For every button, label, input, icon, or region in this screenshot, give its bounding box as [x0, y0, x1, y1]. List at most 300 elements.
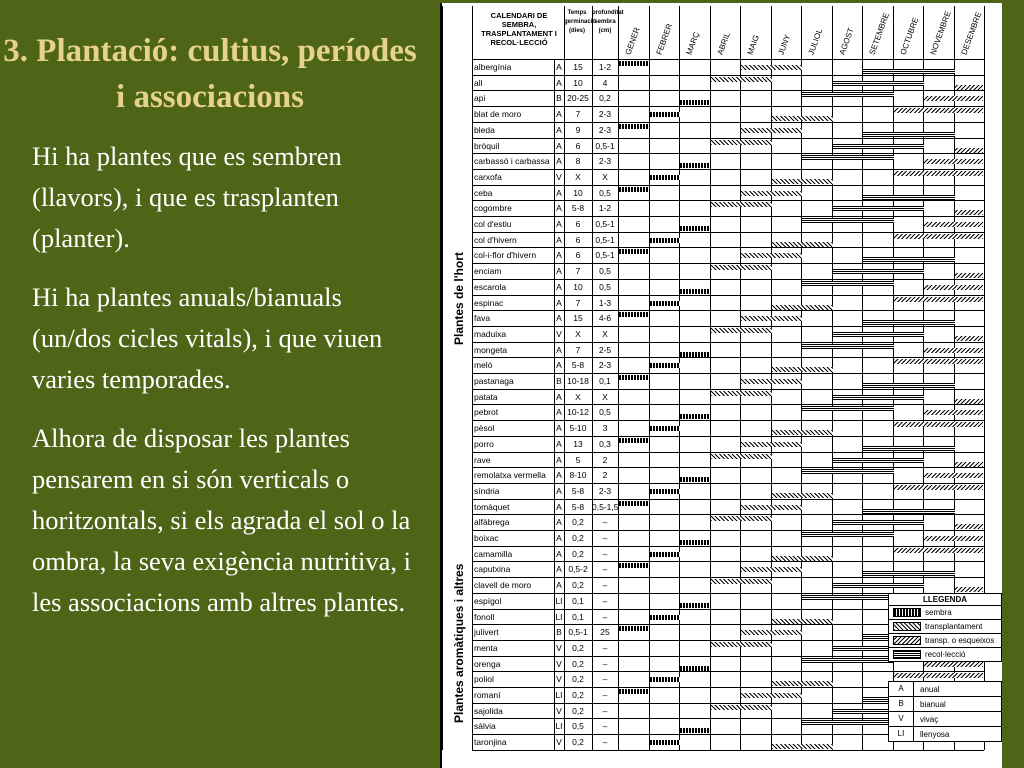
schedule-bar: [680, 414, 711, 419]
schedule-bar: [894, 234, 984, 239]
schedule-bar: [772, 744, 833, 749]
table-cell: enciam: [474, 266, 502, 277]
table-cell: X: [602, 391, 608, 402]
life-code: B: [889, 697, 914, 711]
row-line: [472, 750, 984, 751]
table-cell: bròquil: [474, 140, 500, 151]
schedule-bar: [741, 693, 802, 698]
row-line: [472, 404, 984, 405]
row-line: [472, 153, 984, 154]
table-cell: A: [556, 140, 562, 151]
table-cell: 0,2: [572, 533, 584, 543]
table-cell: 0,1: [599, 376, 611, 386]
month-label: NOVEMBRE: [928, 9, 953, 56]
table-cell: 0,5-1: [595, 219, 615, 229]
table-cell: 7: [575, 297, 581, 308]
table-cell: V: [556, 737, 562, 748]
row-line: [472, 530, 984, 531]
table-cell: B: [556, 627, 562, 638]
schedule-bar: [894, 171, 984, 176]
table-cell: 0,2: [572, 517, 584, 528]
schedule-bar: [955, 273, 984, 278]
month-label: OCTUBRE: [898, 16, 920, 56]
table-cell: V: [556, 658, 562, 669]
table-cell: porro: [474, 438, 494, 449]
schedule-bar: [711, 202, 772, 207]
life-label: bianual: [920, 699, 946, 709]
table-cell: A: [556, 124, 562, 135]
schedule-bar: [802, 218, 894, 223]
schedule-bar: [924, 222, 983, 227]
row-line: [472, 357, 984, 358]
table-cell: LI: [555, 690, 563, 700]
table-cell: A: [556, 501, 562, 512]
table-cell: A: [556, 533, 562, 543]
table-cell: boixac: [474, 533, 499, 543]
table-cell: –: [602, 611, 608, 622]
schedule-bar: [650, 301, 681, 306]
table-cell: cogombre: [474, 203, 512, 214]
row-line: [472, 216, 984, 217]
schedule-bar: [863, 571, 955, 576]
schedule-bar: [741, 253, 802, 258]
table-cell: 8-10: [569, 470, 587, 481]
table-cell: A: [556, 234, 562, 245]
table-cell: 0,2: [572, 737, 584, 748]
schedule-bar: [619, 61, 650, 66]
grid-line: [472, 6, 473, 750]
table-cell: col d'hivern: [474, 234, 517, 245]
table-cell: 6: [575, 250, 581, 261]
schedule-bar: [619, 563, 650, 568]
slide-body: [32, 136, 422, 641]
table-cell: 0,5: [572, 721, 584, 732]
table-cell: romaní: [474, 690, 501, 700]
row-line: [472, 561, 984, 562]
schedule-bar: [802, 532, 894, 537]
schedule-bar: [924, 536, 983, 541]
table-cell: ceba: [474, 187, 493, 198]
table-cell: camamilla: [474, 548, 513, 559]
schedule-bar: [863, 509, 955, 514]
table-cell: 10: [573, 77, 583, 88]
table-cell: A: [556, 250, 562, 261]
table-cell: 15: [573, 62, 583, 72]
table-cell: A: [556, 344, 562, 355]
schedule-bar: [955, 524, 984, 529]
table-cell: clavell de moro: [474, 580, 532, 591]
slide-title: 3. Plantació: cultius, períodes i associacions: [3, 33, 417, 115]
month-label: FEBRER: [654, 22, 674, 56]
table-cell: A: [556, 156, 562, 167]
schedule-bar: [619, 438, 650, 443]
table-cell: A: [556, 109, 562, 120]
schedule-bar: [650, 426, 681, 431]
table-cell: 4: [602, 77, 608, 88]
schedule-bar: [650, 489, 681, 494]
month-label: SETEMBRE: [867, 11, 892, 56]
schedule-bar: [924, 473, 983, 478]
schedule-bar: [772, 619, 833, 624]
schedule-bar: [894, 485, 984, 490]
schedule-bar: [833, 583, 925, 588]
table-cell: B: [556, 376, 562, 386]
row-line: [472, 185, 984, 186]
table-cell: 0,5-1: [595, 250, 615, 261]
schedule-bar: [955, 85, 984, 90]
schedule-bar: [619, 375, 650, 380]
schedule-bar: [924, 159, 983, 164]
row-line: [472, 310, 984, 311]
row-line: [472, 295, 984, 296]
table-cell: A: [556, 407, 562, 418]
table-cell: 6: [575, 140, 581, 151]
grid-line: [679, 6, 680, 750]
legend-item: sembra: [925, 608, 952, 617]
table-cell: 0,2: [572, 658, 584, 669]
schedule-bar: [863, 69, 955, 74]
schedule-bar: [619, 249, 650, 254]
schedule-bar: [955, 210, 984, 215]
schedule-bar: [833, 395, 925, 400]
table-cell: 10: [573, 187, 583, 198]
table-cell: 8: [575, 156, 581, 167]
table-cell: bleda: [474, 124, 495, 135]
table-cell: 10-18: [567, 376, 589, 386]
schedule-bar: [650, 363, 681, 368]
table-cell: 0,5-1,5: [592, 501, 618, 512]
row-line: [472, 200, 984, 201]
table-cell: –: [602, 690, 608, 700]
schedule-bar: [863, 320, 955, 325]
legend-item: recol·lecció: [925, 650, 966, 659]
schedule-bar: [741, 128, 802, 133]
sembra-swatch: [893, 608, 921, 617]
row-line: [472, 326, 984, 327]
table-cell: albergínia: [474, 62, 512, 72]
schedule-bar: [619, 501, 650, 506]
schedule-bar: [619, 312, 650, 317]
row-line: [472, 122, 984, 123]
schedule-bar: [955, 336, 984, 341]
row-line: [472, 420, 984, 421]
schedule-bar: [772, 116, 833, 121]
schedule-bar: [833, 144, 925, 149]
table-cell: V: [556, 705, 562, 716]
schedule-bar: [863, 195, 955, 200]
table-cell: 2: [602, 454, 608, 465]
table-cell: 0,2: [572, 674, 584, 685]
table-cell: 5-8: [571, 203, 585, 214]
schedule-bar: [650, 238, 681, 243]
table-cell: LI: [555, 595, 563, 606]
calendar-header: CALENDARI DE SEMBRA, TRASPLANTAMENT I RECOL·LECCIÓ: [481, 11, 557, 47]
table-cell: A: [556, 281, 562, 292]
row-line: [472, 342, 984, 343]
table-cell: menta: [474, 642, 498, 653]
table-cell: alfàbrega: [474, 517, 510, 528]
table-cell: X: [575, 171, 581, 182]
month-label: MARÇ: [684, 30, 702, 56]
schedule-bar: [955, 399, 984, 404]
schedule-bar: [894, 359, 984, 364]
schedule-bar: [711, 77, 772, 82]
table-cell: 3: [602, 423, 608, 434]
schedule-bar: [955, 148, 984, 153]
schedule-bar: [802, 720, 894, 725]
schedule-bar: [680, 603, 711, 608]
table-cell: 0,5-1: [568, 627, 588, 638]
table-cell: V: [556, 642, 562, 653]
life-code: LI: [889, 727, 914, 741]
schedule-bar: [833, 458, 925, 463]
life-code: V: [889, 712, 914, 726]
legend-title: LLEGENDA: [889, 594, 1001, 606]
legend-item: transplantament: [925, 622, 983, 631]
table-cell: X: [602, 328, 608, 339]
row-line: [472, 247, 984, 248]
schedule-bar: [955, 587, 984, 592]
row-line: [472, 452, 984, 453]
table-cell: 0,2: [572, 705, 584, 716]
schedule-bar: [711, 516, 772, 521]
life-cycle-legend: [888, 681, 1002, 742]
table-cell: X: [575, 391, 581, 402]
schedule-bar: [741, 316, 802, 321]
table-cell: A: [556, 454, 562, 465]
schedule-bar: [711, 642, 772, 647]
table-cell: –: [602, 595, 608, 606]
table-cell: 0,2: [572, 580, 584, 591]
row-line: [472, 90, 984, 91]
row-line: [472, 514, 984, 515]
table-cell: A: [556, 517, 562, 528]
table-cell: 5-8: [571, 360, 585, 371]
table-cell: V: [556, 328, 562, 339]
table-cell: all: [474, 77, 483, 88]
table-cell: 0,5: [599, 266, 611, 277]
table-cell: orenga: [474, 658, 501, 669]
schedule-bar: [863, 446, 955, 451]
table-cell: carbassó i carbassa: [474, 156, 550, 167]
table-cell: –: [602, 642, 608, 653]
table-cell: api: [474, 93, 486, 104]
row-line: [472, 671, 984, 672]
life-label: anual: [920, 684, 940, 694]
table-cell: 5: [575, 454, 581, 465]
table-cell: A: [556, 313, 562, 324]
table-cell: síndria: [474, 485, 500, 496]
schedule-bar: [711, 579, 772, 584]
table-cell: 0,2: [599, 93, 611, 104]
table-cell: sàlvia: [474, 721, 496, 732]
table-cell: X: [575, 328, 581, 339]
table-cell: 4-6: [598, 313, 612, 324]
table-cell: 0,1: [572, 611, 584, 622]
planting-calendar-image: [440, 3, 1002, 768]
table-cell: A: [556, 187, 562, 198]
depth-header: profunditat sembra (cm): [592, 10, 624, 34]
table-cell: 5-10: [569, 423, 587, 434]
table-cell: LI: [555, 611, 563, 622]
table-cell: A: [556, 485, 562, 496]
month-label: MAIG: [745, 33, 761, 56]
table-cell: pèsol: [474, 423, 495, 434]
table-cell: –: [602, 737, 608, 748]
table-cell: –: [602, 580, 608, 591]
table-cell: 0,1: [572, 595, 584, 606]
group-aromatic-label: Plantes aromàtiques i altres: [452, 563, 466, 723]
table-cell: A: [556, 391, 562, 402]
table-cell: –: [602, 517, 608, 528]
schedule-bar: [772, 556, 833, 561]
germination-header: Temps germinació (dies): [564, 10, 597, 34]
schedule-bar: [833, 332, 925, 337]
schedule-bar: [711, 454, 772, 459]
table-cell: 5-8: [571, 485, 585, 496]
table-cell: 10: [573, 281, 583, 292]
row-line: [472, 373, 984, 374]
table-cell: col d'estiu: [474, 219, 512, 229]
schedule-bar: [802, 92, 894, 97]
table-cell: 2: [602, 470, 608, 481]
table-cell: 0,5: [599, 281, 611, 292]
schedule-bar: [833, 269, 925, 274]
table-cell: –: [602, 721, 608, 732]
table-cell: 15: [573, 313, 583, 324]
table-cell: 5-8: [571, 501, 585, 512]
schedule-bar: [894, 422, 984, 427]
table-cell: A: [556, 77, 562, 88]
table-cell: meló: [474, 360, 493, 371]
table-cell: rave: [474, 454, 491, 465]
table-cell: 0,2: [572, 690, 584, 700]
table-cell: A: [556, 297, 562, 308]
table-cell: 0,5-1: [595, 140, 615, 151]
table-cell: 6: [575, 234, 581, 245]
table-cell: patata: [474, 391, 498, 402]
schedule-bar: [619, 124, 650, 129]
table-cell: A: [556, 438, 562, 449]
month-label: JUNY: [776, 33, 792, 56]
schedule-bar: [802, 595, 894, 600]
row-line: [472, 389, 984, 390]
table-cell: A: [556, 470, 562, 481]
schedule-bar: [924, 96, 983, 101]
table-cell: A: [556, 360, 562, 371]
month-label: JULIOL: [806, 27, 825, 56]
schedule-bar: [711, 391, 772, 396]
table-cell: taronjina: [474, 737, 507, 748]
schedule-bar: [924, 410, 983, 415]
table-cell: –: [602, 564, 608, 575]
schedule-bar: [741, 379, 802, 384]
month-label: GENER: [623, 26, 642, 56]
schedule-bar: [680, 100, 711, 105]
row-line: [472, 138, 984, 139]
table-cell: remolatxa vermella: [474, 470, 546, 481]
table-cell: LI: [555, 721, 563, 732]
schedule-bar: [711, 140, 772, 145]
row-line: [472, 263, 984, 264]
table-cell: pebrot: [474, 407, 499, 418]
row-line: [472, 499, 984, 500]
table-cell: julivert: [474, 627, 499, 638]
harvest-swatch: [893, 650, 921, 659]
schedule-bar: [833, 206, 925, 211]
table-cell: fonoll: [474, 611, 495, 622]
row-line: [472, 467, 984, 468]
schedule-bar: [741, 505, 802, 510]
table-cell: 7: [575, 344, 581, 355]
cutting-swatch: [893, 636, 921, 645]
schedule-bar: [680, 289, 711, 294]
schedule-bar: [772, 493, 833, 498]
table-cell: 2-3: [598, 109, 612, 120]
schedule-bar: [833, 81, 925, 86]
table-cell: A: [556, 580, 562, 591]
table-cell: X: [602, 171, 608, 182]
schedule-bar: [650, 615, 681, 620]
table-cell: 0,3: [599, 438, 611, 449]
table-cell: sajolida: [474, 705, 503, 716]
table-cell: espinac: [474, 297, 504, 308]
table-cell: 7: [575, 109, 581, 120]
row-line: [472, 232, 984, 233]
schedule-bar: [894, 108, 984, 113]
table-cell: B: [556, 93, 562, 104]
table-cell: V: [556, 674, 562, 685]
schedule-bar: [802, 155, 894, 160]
schedule-bar: [863, 257, 955, 262]
table-cell: 25: [600, 627, 610, 638]
table-cell: A: [556, 564, 562, 575]
table-cell: 0,5: [599, 187, 611, 198]
row-line: [472, 169, 984, 170]
schedule-bar: [955, 462, 984, 467]
schedule-bar: [741, 630, 802, 635]
schedule-bar: [680, 352, 711, 357]
row-line: [472, 75, 984, 76]
life-code: A: [889, 682, 914, 696]
row-line: [472, 483, 984, 484]
table-cell: –: [602, 658, 608, 669]
row-line: [472, 106, 984, 107]
table-cell: 2-3: [598, 156, 612, 167]
schedule-bar: [650, 677, 681, 682]
paragraph-1: Hi ha plantes que es sembren (llavors), i que es trasplanten (planter).: [32, 141, 342, 253]
schedule-bar: [650, 112, 681, 117]
table-cell: mongeta: [474, 344, 508, 355]
table-cell: 20-25: [567, 93, 589, 104]
legend: [888, 593, 1002, 662]
table-cell: A: [556, 423, 562, 434]
schedule-bar: [924, 285, 983, 290]
table-cell: caputxina: [474, 564, 511, 575]
schedule-bar: [680, 226, 711, 231]
table-cell: 2-3: [598, 124, 612, 135]
table-cell: fava: [474, 313, 491, 324]
table-cell: carxofa: [474, 171, 502, 182]
schedule-bar: [650, 552, 681, 557]
schedule-bar: [772, 179, 833, 184]
grid-line: [442, 6, 443, 750]
table-cell: V: [556, 171, 562, 182]
schedule-bar: [772, 430, 833, 435]
schedule-bar: [802, 406, 894, 411]
table-cell: A: [556, 266, 562, 277]
table-cell: 13: [573, 438, 583, 449]
